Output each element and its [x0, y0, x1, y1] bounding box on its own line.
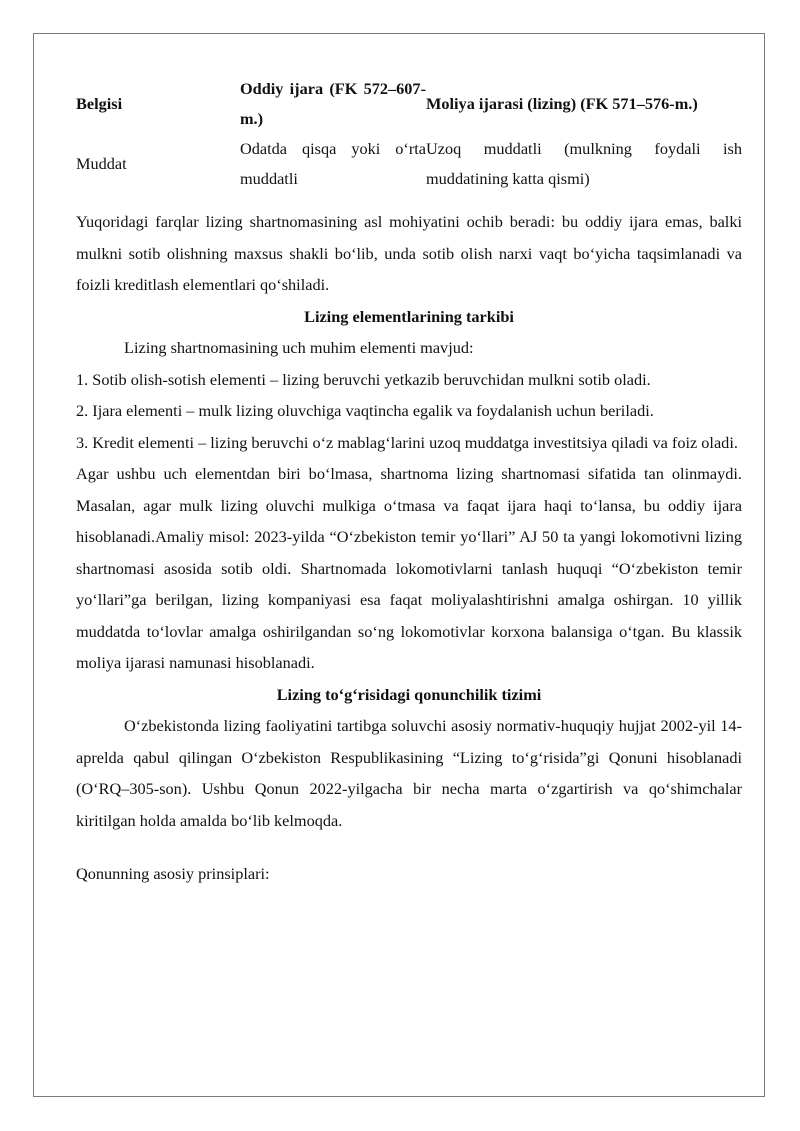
paragraph: Lizing shartnomasining uch muhim elementi mavjud:: [124, 338, 474, 357]
table-header-row: [76, 74, 742, 134]
spacer: [76, 836, 742, 858]
list-item: 3. Kredit elementi – lizing beruvchi o‘z mablag‘larini uzoq muddatga investitsiya qiladi va foiz oladi.: [76, 432, 738, 452]
paragraph: Qonunning asosiy prinsiplari:: [76, 864, 270, 883]
list-item: 1. Sotib olish-sotish elementi – lizing beruvchi yetkazib beruvchidan mulkni sotib oladi.: [76, 369, 651, 389]
table-cell: Muddat: [76, 154, 127, 173]
table-cell: Odatda qisqa yoki o‘rta muddatli: [240, 139, 426, 188]
list-item: 2. Ijara elementi – mulk lizing oluvchiga vaqtincha egalik va foydalanish uchun beriladi.: [76, 401, 654, 420]
table-header-cell: Oddiy ijara (FK 572–607-m.): [240, 79, 426, 128]
section-heading: Lizing to‘g‘risidagi qonunchilik tizimi: [276, 684, 542, 704]
paragraph: O‘zbekistonda lizing faoliyatini tartibga soluvchi asosiy normativ-huquqiy hujjat 2002-yil 14-aprelda qabul qilingan O‘zbekiston Respublikasining “Lizing to‘g‘risida”gi Qonuni hisoblanadi (O‘RQ–305-son). Ushbu Qonun 2022-yilgacha bir necha marta o‘zgartirish va qo‘shimchalar kiritilgan holda amalda bo‘lib kelmoqda.: [76, 716, 742, 830]
paragraph: Yuqoridagi farqlar lizing shartnomasining asl mohiyatini ochib beradi: bu oddiy ijara emas, balki mulkni sotib olishning maxsus shakli bo‘lib, unda sotib olish narxi vaqt bo‘yicha taqsimlanadi va foizli kreditlash elementlari qo‘shiladi.: [76, 212, 742, 294]
table-header-cell: Belgisi: [76, 94, 123, 113]
table-row: [76, 134, 742, 194]
table-cell: Uzoq muddatli (mulkning foydali ish muddatining katta qismi): [426, 139, 742, 188]
paragraph: Agar ushbu uch elementdan biri bo‘lmasa, shartnoma lizing shartnomasi sifatida tan olinmaydi. Masalan, agar mulk lizing oluvchi mulkiga o‘tmasa va faqat ijara haqi to‘lansa, bu oddiy ijara hisoblanadi.Amaliy misol: 2023-yilda “O‘zbekiston temir yo‘llari” AJ 50 ta yangi lokomotivni lizing shartnomasi asosida sotib oldi. Shartnomada lokomotivlarni tanlash huquqi “O‘zbekiston temir yo‘llari”ga berilgan, lizing kompaniyasi esa faqat moliyalashtirishni amalga oshirgan. 10 yillik muddatda to‘lovlar amalga oshirilgandan so‘ng lokomotivlar korxona balansiga o‘tgan. Bu klassik moliya ijarasi namunasi hisoblanadi.: [76, 464, 742, 672]
document-body: [76, 74, 742, 890]
table-header-cell: Moliya ijarasi (lizing) (FK 571–576-m.): [426, 94, 698, 113]
comparison-table: [76, 74, 742, 194]
section-heading: Lizing elementlarining tarkibi: [304, 306, 514, 326]
